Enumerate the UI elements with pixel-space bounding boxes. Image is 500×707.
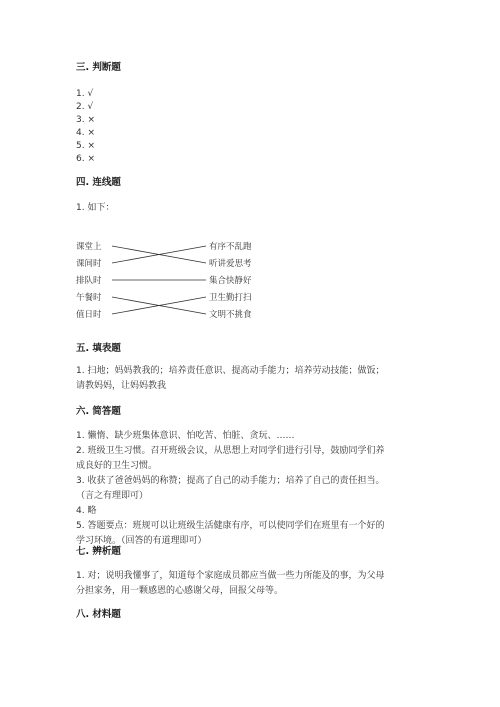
judgement-answer: 4. ×: [76, 128, 95, 138]
section-title-fill-table: 五. 填表题: [76, 343, 121, 354]
left-item: 排队时: [76, 276, 102, 286]
judgement-answer: 3. ×: [76, 115, 95, 125]
judgement-answer: 5. ×: [76, 141, 95, 151]
fill-table-answer: [76, 364, 436, 394]
answer-line: 1. 扫地；妈妈教我的；培养责任意识、提高动手能力；培养劳动技能；做饭；: [76, 366, 385, 376]
left-item: 课间时: [76, 259, 102, 269]
answer-line: 1. 对；说明我懂事了，知道每个家庭成员都应当做一些力所能及的事，为父母: [76, 571, 385, 581]
answer-line: 3. 收获了爸爸妈妈的称赞；提高了自己的动手能力；培养了自己的责任担当。: [76, 476, 385, 486]
section-title-judgement: 三. 判断题: [76, 62, 121, 73]
right-item: 卫生勤打扫: [209, 293, 252, 303]
judgement-answer: 1. √: [76, 89, 94, 99]
matching-intro: 1. 如下：: [76, 203, 115, 213]
answer-line: 2. 班级卫生习惯。召开班级会议，从思想上对同学们进行引导，鼓励同学们养: [76, 446, 385, 456]
judgement-answer: 2. √: [76, 102, 94, 112]
short-answer-block: [76, 429, 436, 549]
matching-diagram: [76, 232, 266, 322]
analysis-answer: [76, 569, 436, 599]
answer-line: 分担家务，用一颗感恩的心感谢父母，回报父母等。: [76, 586, 284, 596]
answer-line: 4. 略: [76, 506, 97, 516]
answer-line: （言之有理即可）: [76, 491, 149, 501]
right-item: 有序不乱跑: [209, 242, 252, 252]
left-item: 午餐时: [76, 293, 102, 303]
left-item: 课堂上: [76, 242, 102, 252]
answer-line: 1. 懒惰、缺少班集体意识、怕吃苦、怕脏、贪玩、……: [76, 431, 295, 441]
answer-line: 学习环境。（回答的有道理即可）: [76, 536, 207, 546]
section-title-analysis: 七. 辨析题: [76, 546, 121, 557]
answer-line: 请教妈妈，让妈妈教我: [76, 381, 167, 391]
right-item: 集合快静好: [209, 276, 252, 286]
right-item: 听讲爱思考: [209, 259, 252, 269]
section-title-material: 八. 材料题: [76, 609, 121, 620]
left-item: 值日时: [76, 310, 102, 320]
section-title-short-answer: 六. 简答题: [76, 406, 121, 417]
answer-line: 成良好的卫生习惯。: [76, 461, 158, 471]
answer-line: 5. 答题要点：班规可以让班级生活健康有序，可以使同学们在班里有一个好的: [76, 521, 385, 531]
right-item: 文明不挑食: [209, 310, 252, 320]
judgement-answer: 6. ×: [76, 154, 95, 164]
section-title-matching: 四. 连线题: [76, 177, 121, 188]
